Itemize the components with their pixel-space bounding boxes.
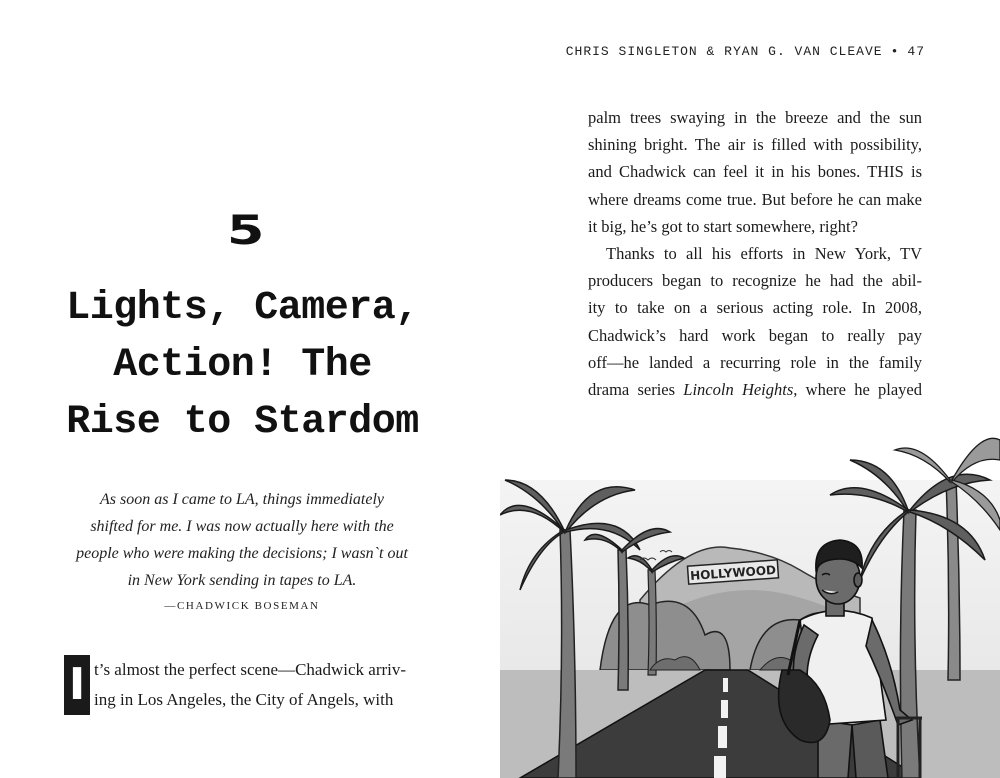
epigraph-attribution: —CHADWICK BOSEMAN <box>164 600 320 612</box>
hollywood-sign: HOLLYWOOD <box>689 563 777 583</box>
show-title: Lincoln Heights <box>683 379 794 399</box>
chapter-number: 5 <box>226 208 264 254</box>
page-number: 47 <box>907 44 925 59</box>
street-scene-image <box>500 420 1000 778</box>
epigraph-line: people who were making the decisions; I wasn`t out <box>76 545 408 562</box>
paragraph-line: ity to take on a serious acting role. In 2008, <box>588 298 922 318</box>
body-text <box>588 104 922 403</box>
paragraph-line: Thanks to all his efforts in New York, TV <box>606 243 922 263</box>
chapter-title <box>40 280 445 451</box>
text-run: drama series <box>588 379 684 399</box>
chapter-title-line: Rise to Stardom <box>66 400 419 445</box>
running-head <box>500 44 925 59</box>
paragraph-line: shining bright. The air is filled with possibility, <box>588 135 922 155</box>
paragraph-line: and Chadwick can feel it in his bones. THIS is <box>588 162 922 182</box>
paragraph-line: where dreams come true. But before he can make <box>588 189 922 209</box>
epigraph-line: shifted for me. I was now actually here with the <box>90 518 394 535</box>
text-run: , where he played <box>793 379 922 399</box>
paragraph-line: Chadwick’s hard work began to really pay <box>588 325 922 345</box>
hollywood-illustration <box>500 420 1000 778</box>
paragraph-line <box>588 376 922 403</box>
epigraph-line: As soon as I came to LA, things immediately <box>100 491 384 508</box>
chapter-title-line: Lights, Camera, <box>66 286 419 331</box>
paragraph-line: producers began to recognize he had the abil- <box>588 271 922 291</box>
right-page <box>500 0 1000 778</box>
chapter-title-line: Action! The <box>113 343 372 388</box>
paragraph-line: it big, he’s got to start somewhere, right? <box>588 216 858 236</box>
paragraph-line: ing in Los Angeles, the City of Angels, with <box>94 690 394 709</box>
running-head-separator: • <box>890 44 900 59</box>
epigraph-line: in New York sending in tapes to LA. <box>127 572 357 589</box>
running-head-authors: CHRIS SINGLETON & RYAN G. VAN CLEAVE <box>565 44 883 59</box>
drop-cap: I <box>64 655 90 715</box>
paragraph-line: t’s almost the perfect scene—Chadwick arriv- <box>94 660 407 679</box>
opening-paragraph <box>66 655 420 715</box>
paragraph-line: off—he landed a recurring role in the family <box>588 352 922 372</box>
paragraph-line: palm trees swaying in the breeze and the sun <box>588 108 922 127</box>
epigraph-quote <box>62 486 422 594</box>
